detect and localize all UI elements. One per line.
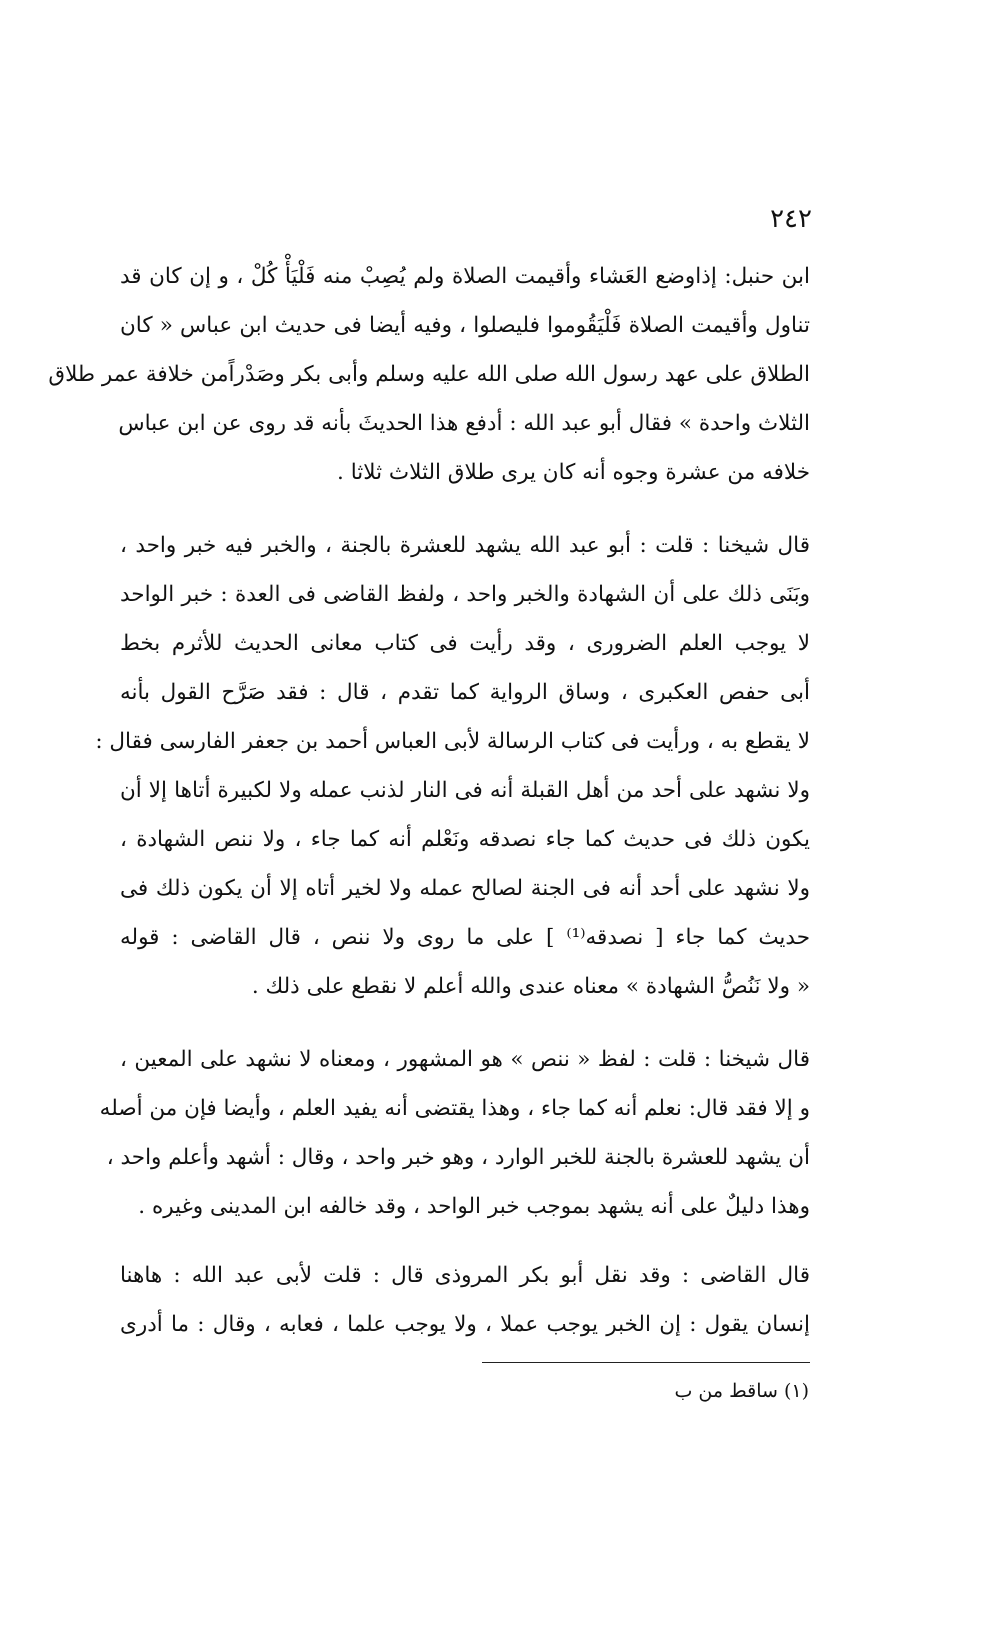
text-line: الطلاق على عهد رسول الله صلى الله عليه وسلم وأبى بكر وصَدْراًمن خلافة عمر طلاق <box>48 362 810 387</box>
text-line: يكون ذلك فى حديث كما جاء نصدقه ونَعْلم أنه كما جاء ، ولا ننص الشهادة ، <box>120 827 810 852</box>
paragraph-1 <box>48 252 810 497</box>
text-line: وهذا دليلٌ على أنه يشهد بموجب خبر الواحد ، وقد خالفه ابن المدينى وغيره . <box>138 1194 810 1219</box>
paragraph-4 <box>120 1251 810 1349</box>
text-line: إنسان يقول : إن الخبر يوجب عملا ، ولا يوجب علما ، فعابه ، وقال : ما أدرى <box>120 1312 810 1337</box>
paragraph-3 <box>99 1035 810 1231</box>
text-line: قال القاضى : وقد نقل أبو بكر المروذى قال : قلت لأبى عبد الله : هاهنا <box>120 1263 810 1288</box>
text-line: أبى حفص العكبرى ، وساق الرواية كما تقدم ، قال : فقد صَرَّح القول بأنه <box>120 680 810 705</box>
text-line: قال شيخنا : قلت : لفظ « ننص » هو المشهور ، ومعناه لا نشهد على المعين ، <box>120 1047 810 1072</box>
body-text <box>48 252 810 1349</box>
text-line: و إلا فقد قال: نعلم أنه كما جاء ، وهذا يقتضى أنه يفيد العلم ، وأيضا فإن من أصله <box>99 1096 810 1121</box>
text-line: « ولا نَنُصُّ الشهادة » معناه عندى والله أعلم لا نقطع على ذلك . <box>251 974 810 999</box>
text-line: تناول وأقيمت الصلاة فَلْيَقُوموا فليصلوا ، وفيه أيضا فى حديث ابن عباس « كان <box>120 313 810 338</box>
footnote: (١) ساقط من ب <box>674 1380 809 1402</box>
text-line: الثلاث واحدة » فقال أبو عبد الله : أدفع هذا الحديثَ بأنه قد روى عن ابن عباس <box>118 411 810 436</box>
text-line: وبَنَى ذلك على أن الشهادة والخبر واحد ، ولفظ القاضى فى العدة : خبر الواحد <box>120 582 810 607</box>
text-line: لا يوجب العلم الضرورى ، وقد رأيت فى كتاب معانى الحديث للأثرم بخط <box>120 631 810 656</box>
text-line: خلافه من عشرة وجوه أنه كان يرى طلاق الثلاث ثلاثا . <box>337 460 810 485</box>
text-line: ولا نشهد على أحد أنه فى الجنة لصالح عمله ولا لخير أتاه إلا أن يكون ذلك فى <box>120 876 810 901</box>
text-line: حديث كما جاء [ نصدقه⁽¹⁾ ] على ما روى ولا ننص ، قال القاضى : قوله <box>120 925 810 950</box>
footnote-divider <box>482 1362 810 1363</box>
text-line: ابن حنبل: إذاوضع العَشاء وأقيمت الصلاة ولم يُصِبْ منه فَلْيَأْ كُلْ ، و إن كان قد <box>120 264 810 289</box>
text-line: ولا نشهد على أحد من أهل القبلة أنه فى النار لذنب عمله ولا لكبيرة أتاها إلا أن <box>120 778 810 803</box>
paragraph-2 <box>95 521 810 1011</box>
text-line: أن يشهد للعشرة بالجنة للخبر الوارد ، وهو خبر واحد ، وقال : أشهد وأعلم واحد ، <box>106 1145 810 1170</box>
text-line: قال شيخنا : قلت : أبو عبد الله يشهد للعشرة بالجنة ، والخبر فيه خبر واحد ، <box>120 533 810 558</box>
page-number: ٢٤٢ <box>770 204 812 234</box>
text-line: لا يقطع به ، ورأيت فى كتاب الرسالة لأبى العباس أحمد بن جعفر الفارسى فقال : <box>95 729 810 754</box>
